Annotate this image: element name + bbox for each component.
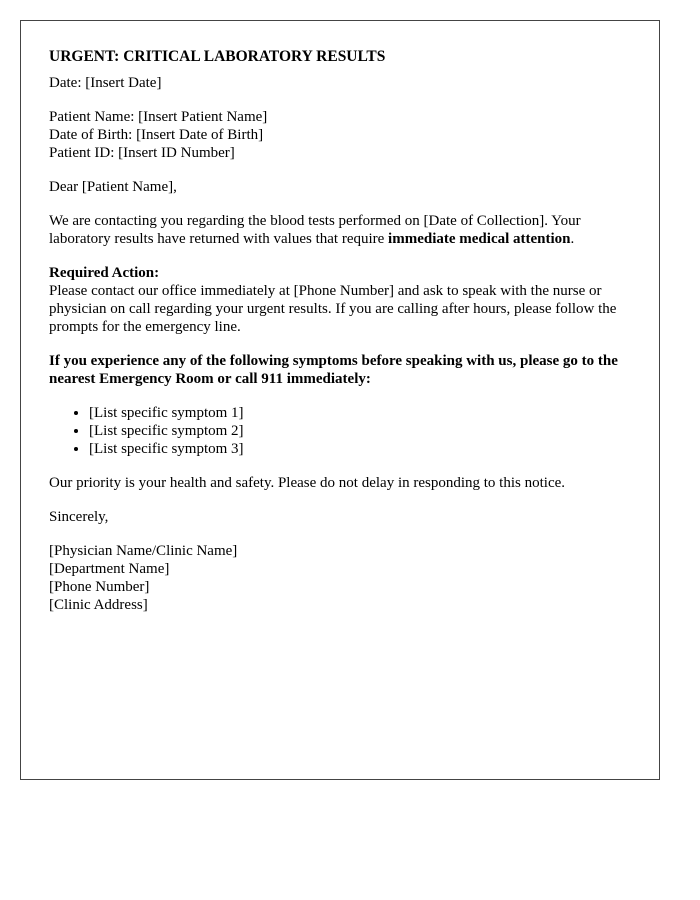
required-action-text: Please contact our office immediately at [Phone Number] and ask to speak with the nurse or physician on call regarding your urgent results. If you are calling after hours, please follow the prompts for the emergency line. bbox=[49, 283, 617, 335]
patient-name-line: Patient Name: [Insert Patient Name] bbox=[49, 109, 268, 125]
patient-dob-line: Date of Birth: [Insert Date of Birth] bbox=[49, 127, 264, 143]
symptom-item: • [List specific symptom 2] bbox=[89, 422, 631, 440]
patient-info bbox=[49, 108, 631, 162]
symptom-item: • [List specific symptom 1] bbox=[89, 404, 631, 422]
letter-document bbox=[20, 20, 660, 780]
intro-paragraph bbox=[49, 212, 631, 248]
required-action-section bbox=[49, 264, 631, 336]
closing: Sincerely, bbox=[49, 509, 109, 525]
symptom-list bbox=[49, 404, 631, 458]
letter-heading: URGENT: CRITICAL LABORATORY RESULTS bbox=[49, 48, 386, 65]
patient-id-line: Patient ID: [Insert ID Number] bbox=[49, 145, 235, 161]
symptom-item: • [List specific symptom 3] bbox=[89, 440, 631, 458]
priority-statement: Our priority is your health and safety. Please do not delay in responding to this notice. bbox=[49, 475, 566, 491]
date-line: Date: [Insert Date] bbox=[49, 75, 162, 91]
intro-text-before: We are contacting you regarding the blood tests performed on [Date of Collection]. Your laboratory results have returned with values that require bbox=[49, 213, 581, 247]
signature-phone: [Phone Number] bbox=[49, 579, 150, 595]
intro-text-after: . bbox=[570, 231, 575, 247]
signature-department: [Department Name] bbox=[49, 561, 170, 577]
signature-address: [Clinic Address] bbox=[49, 597, 148, 613]
signature-physician: [Physician Name/Clinic Name] bbox=[49, 543, 238, 559]
salutation: Dear [Patient Name], bbox=[49, 179, 177, 195]
emergency-notice: If you experience any of the following symptoms before speaking with us, please go to the nearest Emergency Room or call 911 immediately: bbox=[49, 353, 618, 387]
signature-block bbox=[49, 542, 631, 614]
required-action-label: Required Action: bbox=[49, 265, 160, 281]
intro-emphasis: immediate medical attention bbox=[388, 231, 571, 247]
